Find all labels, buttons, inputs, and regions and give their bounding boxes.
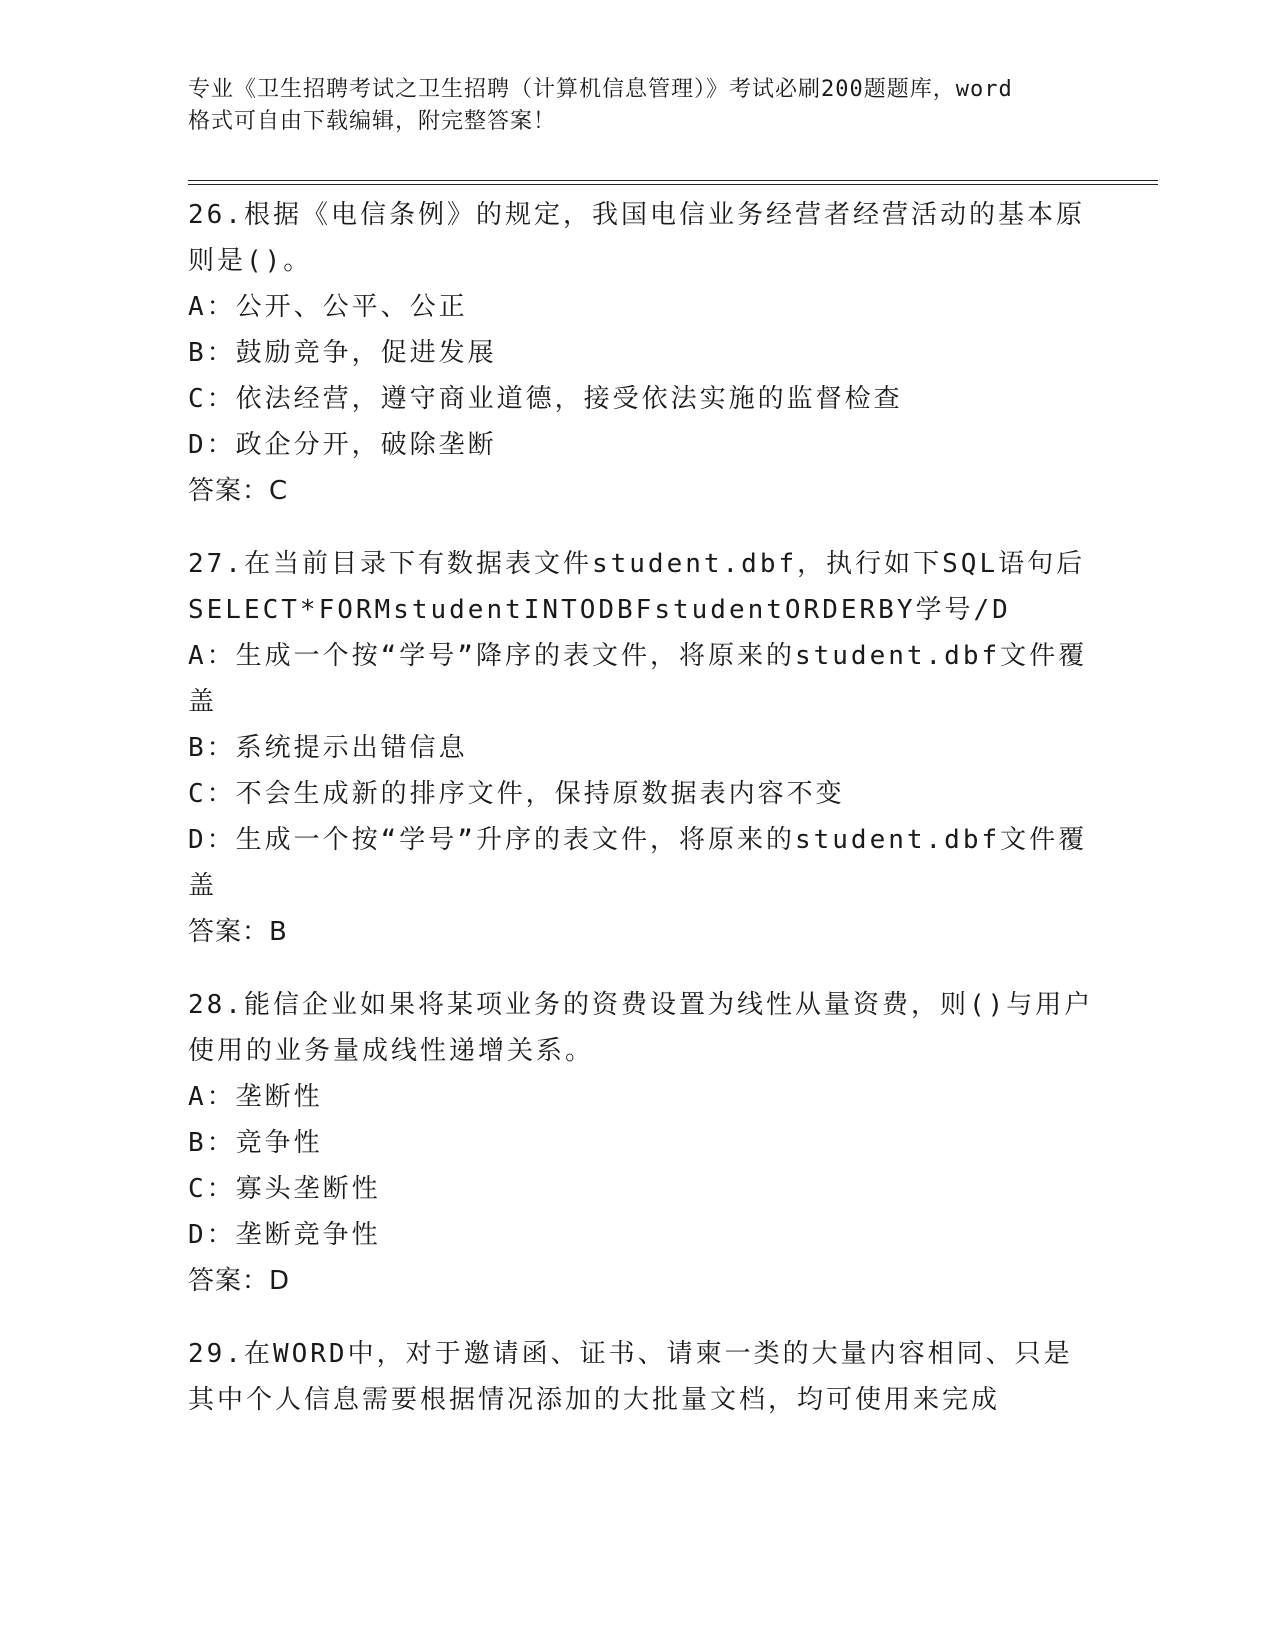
option-d: D：垄断竞争性 (188, 1220, 381, 1250)
option-b: B：系统提示出错信息 (188, 733, 468, 763)
answer-label: 答案：C (188, 476, 289, 506)
option-b: B：鼓励竞争，促进发展 (188, 338, 497, 368)
option-a: A：生成一个按“学号”降序的表文件，将原来的student.dbf文件覆 (188, 641, 1088, 671)
header-divider-bottom (188, 184, 1158, 185)
question-text: 其中个人信息需要根据情况添加的大批量文档，均可使用来完成 (188, 1385, 1001, 1415)
header-line-1: 专业《卫生招聘考试之卫生招聘（计算机信息管理）》考试必刷200题题库，word (188, 77, 1013, 102)
header-divider-top (188, 180, 1158, 181)
option-c: C：依法经营，遵守商业道德，接受依法实施的监督检查 (188, 384, 903, 414)
option-a: A：公开、公平、公正 (188, 292, 468, 322)
question-26 (188, 192, 1088, 514)
question-27 (188, 541, 1088, 955)
question-29 (188, 1331, 1088, 1423)
question-list (188, 192, 1094, 1450)
answer-label: 答案：D (188, 1266, 291, 1296)
option-d: D：政企分开，破除垄断 (188, 430, 497, 460)
question-text: SELECT*FORMstudentINTODBFstudentORDERBY学号/D (188, 595, 1011, 625)
option-a: A：垄断性 (188, 1082, 323, 1112)
question-text: 则是()。 (188, 246, 313, 276)
question-text: 使用的业务量成线性递增关系。 (188, 1036, 595, 1066)
question-text: 29.在WORD中，对于邀请函、证书、请柬一类的大量内容相同、只是 (188, 1339, 1073, 1369)
option-c: C：不会生成新的排序文件，保持原数据表内容不变 (188, 779, 845, 809)
question-text: 27.在当前目录下有数据表文件student.dbf，执行如下SQL语句后 (188, 549, 1086, 579)
option-a-continued: 盖 (188, 687, 218, 717)
header-line-2: 格式可自由下载编辑，附完整答案！ (188, 109, 557, 134)
question-28 (188, 982, 1094, 1304)
option-b: B：竞争性 (188, 1128, 323, 1158)
answer-label: 答案：B (188, 917, 288, 947)
document-header (188, 74, 1088, 138)
question-text: 26.根据《电信条例》的规定，我国电信业务经营者经营活动的基本原 (188, 200, 1085, 230)
option-c: C：寡头垄断性 (188, 1174, 381, 1204)
option-d-continued: 盖 (188, 871, 218, 901)
question-text: 28.能信企业如果将某项业务的资费设置为线性从量资费，则()与用户 (188, 990, 1094, 1020)
option-d: D：生成一个按“学号”升序的表文件，将原来的student.dbf文件覆 (188, 825, 1088, 855)
